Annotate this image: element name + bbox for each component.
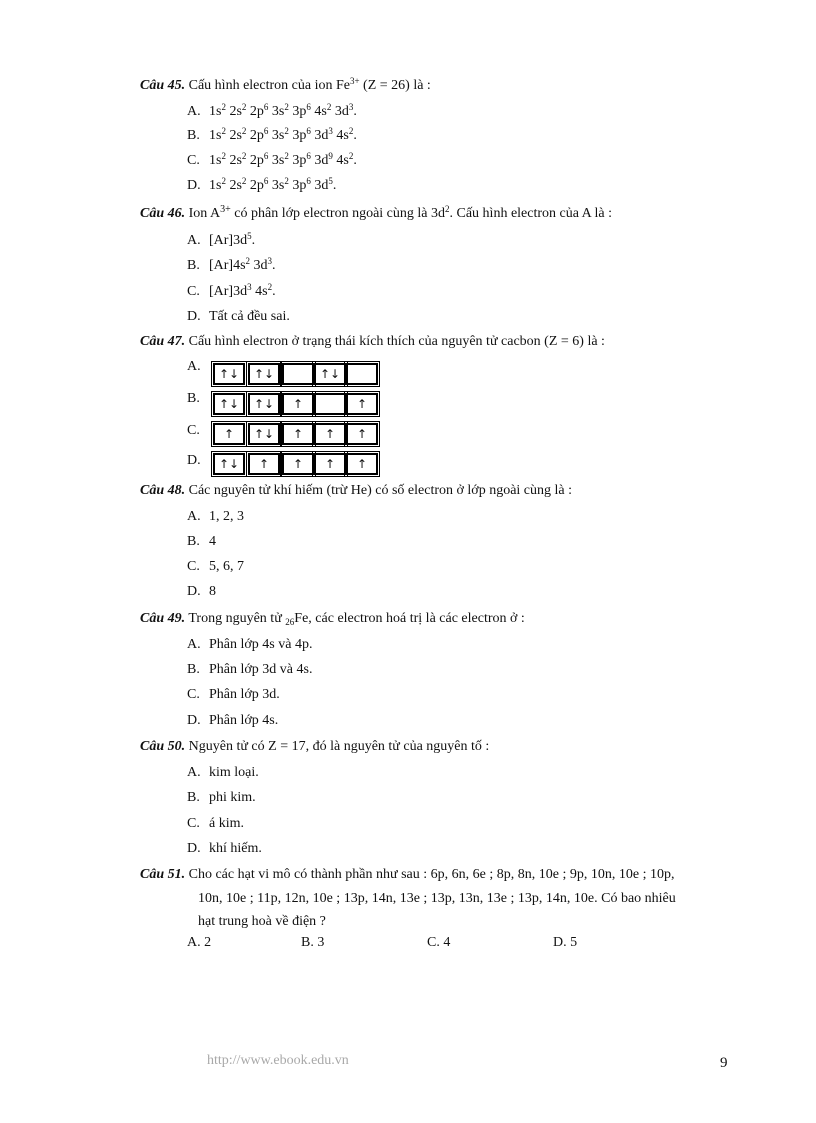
option-text: kim loại. xyxy=(209,765,259,780)
subscript: 26 xyxy=(285,617,295,627)
question-46 xyxy=(140,205,740,223)
option-45b: B. $1s^2$ $2s^2$ $2p^6$ $3s^2$ $3p^6$ $3d^3$ $4s^2$. xyxy=(187,126,357,143)
question-label: Câu 51. xyxy=(140,867,186,882)
question-text: Cấu hình electron của ion Fe xyxy=(185,78,350,93)
orbital-box xyxy=(282,363,314,385)
question-48 xyxy=(140,482,740,500)
option-48c xyxy=(187,558,244,576)
question-text: Nguyên tử có Z = 17, đó là nguyên tử của nguyên tố : xyxy=(185,739,490,754)
orbital-box: ↑↓ xyxy=(248,423,280,445)
option-46d xyxy=(187,308,290,326)
question-50 xyxy=(140,738,740,756)
option-label: A. xyxy=(187,104,201,119)
orbital-box: ↑ xyxy=(282,393,314,415)
question-label: Câu 48. xyxy=(140,483,186,498)
question-text: Ion A xyxy=(185,206,221,221)
option-49b xyxy=(187,661,312,679)
question-label: Câu 50. xyxy=(140,739,186,754)
orbital-box: ↑ xyxy=(346,393,378,415)
orbital-diagram-47b xyxy=(213,393,378,415)
question-label: Câu 46. xyxy=(140,206,186,221)
option-45a: A. $1s^2$ $2s^2$ $2p^6$ $3s^2$ $3p^6$ $4s^2$ $3d^3$. xyxy=(187,102,357,119)
option-label: C. xyxy=(187,559,200,574)
orbital-box: ↑ xyxy=(346,453,378,475)
orbital-box: ↑↓ xyxy=(213,363,245,385)
option-label: A. xyxy=(187,509,201,524)
option-47b-label: B. xyxy=(187,391,200,406)
option-51d: D. 5 xyxy=(553,935,578,950)
option-49a xyxy=(187,636,312,654)
question-label: Câu 49. xyxy=(140,611,186,626)
question-45 xyxy=(140,77,740,95)
option-48a xyxy=(187,508,244,526)
orbital-box: ↑↓ xyxy=(213,453,245,475)
option-48d xyxy=(187,583,216,601)
question-text: (Z = 26) là : xyxy=(359,78,431,93)
option-text: Phân lớp 4s và 4p. xyxy=(209,637,313,652)
option-label: B. xyxy=(187,128,200,143)
option-47a-label: A. xyxy=(187,359,201,374)
option-label: C. xyxy=(187,687,200,702)
option-label: C. xyxy=(187,816,200,831)
option-label: B. xyxy=(187,258,200,273)
orbital-box: ↑ xyxy=(314,423,346,445)
option-label: A. xyxy=(187,765,201,780)
option-text: Phân lớp 3d. xyxy=(209,687,280,702)
option-text: á kim. xyxy=(209,816,244,831)
option-51c: C. 4 xyxy=(427,935,451,950)
option-text: Tất cả đều sai. xyxy=(209,309,290,324)
option-45c: C. $1s^2$ $2s^2$ $2p^6$ $3s^2$ $3p^6$ $3d^9$ $4s^2$. xyxy=(187,151,357,168)
option-label: A. xyxy=(187,233,201,248)
option-49c xyxy=(187,686,280,704)
option-text: phi kim. xyxy=(209,790,256,805)
footer-url: http://www.ebook.edu.vn xyxy=(207,1053,349,1068)
orbital-diagram-47c xyxy=(213,423,378,445)
question-label: Câu 45. xyxy=(140,78,186,93)
question-51-line2: 10n, 10e ; 11p, 12n, 10e ; 13p, 14n, 13e ; 13p, 13n, 13e ; 13p, 14n, 10e. Có bao nhiêu xyxy=(198,891,676,906)
question-text: Cho các hạt vi mô có thành phần như sau : 6p, 6n, 6e ; 8p, 8n, 10e ; 9p, 10n, 10e ; 10p, xyxy=(185,867,675,882)
option-text: khí hiếm. xyxy=(209,841,262,856)
option-label: C. xyxy=(187,153,200,168)
question-text: . Cấu hình electron của A là : xyxy=(449,206,613,221)
option-label: D. xyxy=(187,584,201,599)
orbital-diagram-47d xyxy=(213,453,378,475)
option-50a xyxy=(187,764,259,782)
option-text: 5, 6, 7 xyxy=(209,559,244,574)
option-50b xyxy=(187,789,256,807)
orbital-box: ↑ xyxy=(282,453,314,475)
orbital-diagram-47a xyxy=(213,363,378,385)
option-text: Phân lớp 3d và 4s. xyxy=(209,662,313,677)
question-text: Fe, các electron hoá trị là các electron ở : xyxy=(294,611,525,626)
option-50d xyxy=(187,840,262,858)
question-49 xyxy=(140,610,740,628)
option-46b: B. $[Ar]4s^2$ $3d^3$. xyxy=(187,256,276,273)
option-47c-label: C. xyxy=(187,423,200,438)
question-51-line3: hạt trung hoà về điện ? xyxy=(198,914,326,929)
option-text: Phân lớp 4s. xyxy=(209,713,279,728)
question-47 xyxy=(140,333,740,351)
question-text: có phân lớp electron ngoài cùng là 3d xyxy=(230,206,445,221)
option-51a: A. 2 xyxy=(187,935,212,950)
option-46a: A. $[Ar]3d^5$. xyxy=(187,231,256,248)
question-label: Câu 47. xyxy=(140,334,186,349)
question-text: Trong nguyên tử xyxy=(185,611,286,626)
option-label: B. xyxy=(187,534,200,549)
option-label: D. xyxy=(187,841,201,856)
orbital-box xyxy=(314,393,346,415)
question-text: Các nguyên tử khí hiếm (trừ He) có số electron ở lớp ngoài cùng là : xyxy=(185,483,573,498)
option-label: D. xyxy=(187,309,201,324)
option-text: 4 xyxy=(209,534,216,549)
orbital-box xyxy=(346,363,378,385)
orbital-box: ↑ xyxy=(248,453,280,475)
option-49d xyxy=(187,712,278,730)
option-text: 8 xyxy=(209,584,216,599)
orbital-box: ↑ xyxy=(213,423,245,445)
page-number: 9 xyxy=(720,1055,728,1071)
option-46c: C. $[Ar]3d^3$ $4s^2$. xyxy=(187,282,276,299)
option-50c xyxy=(187,815,244,833)
question-text: Cấu hình electron ở trạng thái kích thích của nguyên tử cacbon (Z = 6) là : xyxy=(185,334,605,349)
orbital-box: ↑↓ xyxy=(314,363,346,385)
superscript: 3+ xyxy=(220,204,231,215)
option-label: A. xyxy=(187,637,201,652)
question-51 xyxy=(140,866,740,884)
option-label: D. xyxy=(187,713,201,728)
orbital-box: ↑↓ xyxy=(248,393,280,415)
option-label: B. xyxy=(187,662,200,677)
option-48b xyxy=(187,533,216,551)
orbital-box: ↑↓ xyxy=(248,363,280,385)
option-label: C. xyxy=(187,284,200,299)
option-45d: D. $1s^2$ $2s^2$ $2p^6$ $3s^2$ $3p^6$ $3d^5$. xyxy=(187,176,337,193)
superscript: 3+ xyxy=(349,76,360,86)
option-label: D. xyxy=(187,178,201,193)
option-51b: B. 3 xyxy=(301,935,325,950)
option-text: 1, 2, 3 xyxy=(209,509,244,524)
orbital-box: ↑↓ xyxy=(213,393,245,415)
orbital-box: ↑ xyxy=(314,453,346,475)
superscript: 2 xyxy=(445,204,450,214)
option-47d-label: D. xyxy=(187,453,201,468)
orbital-box: ↑ xyxy=(346,423,378,445)
option-label: B. xyxy=(187,790,200,805)
orbital-box: ↑ xyxy=(282,423,314,445)
